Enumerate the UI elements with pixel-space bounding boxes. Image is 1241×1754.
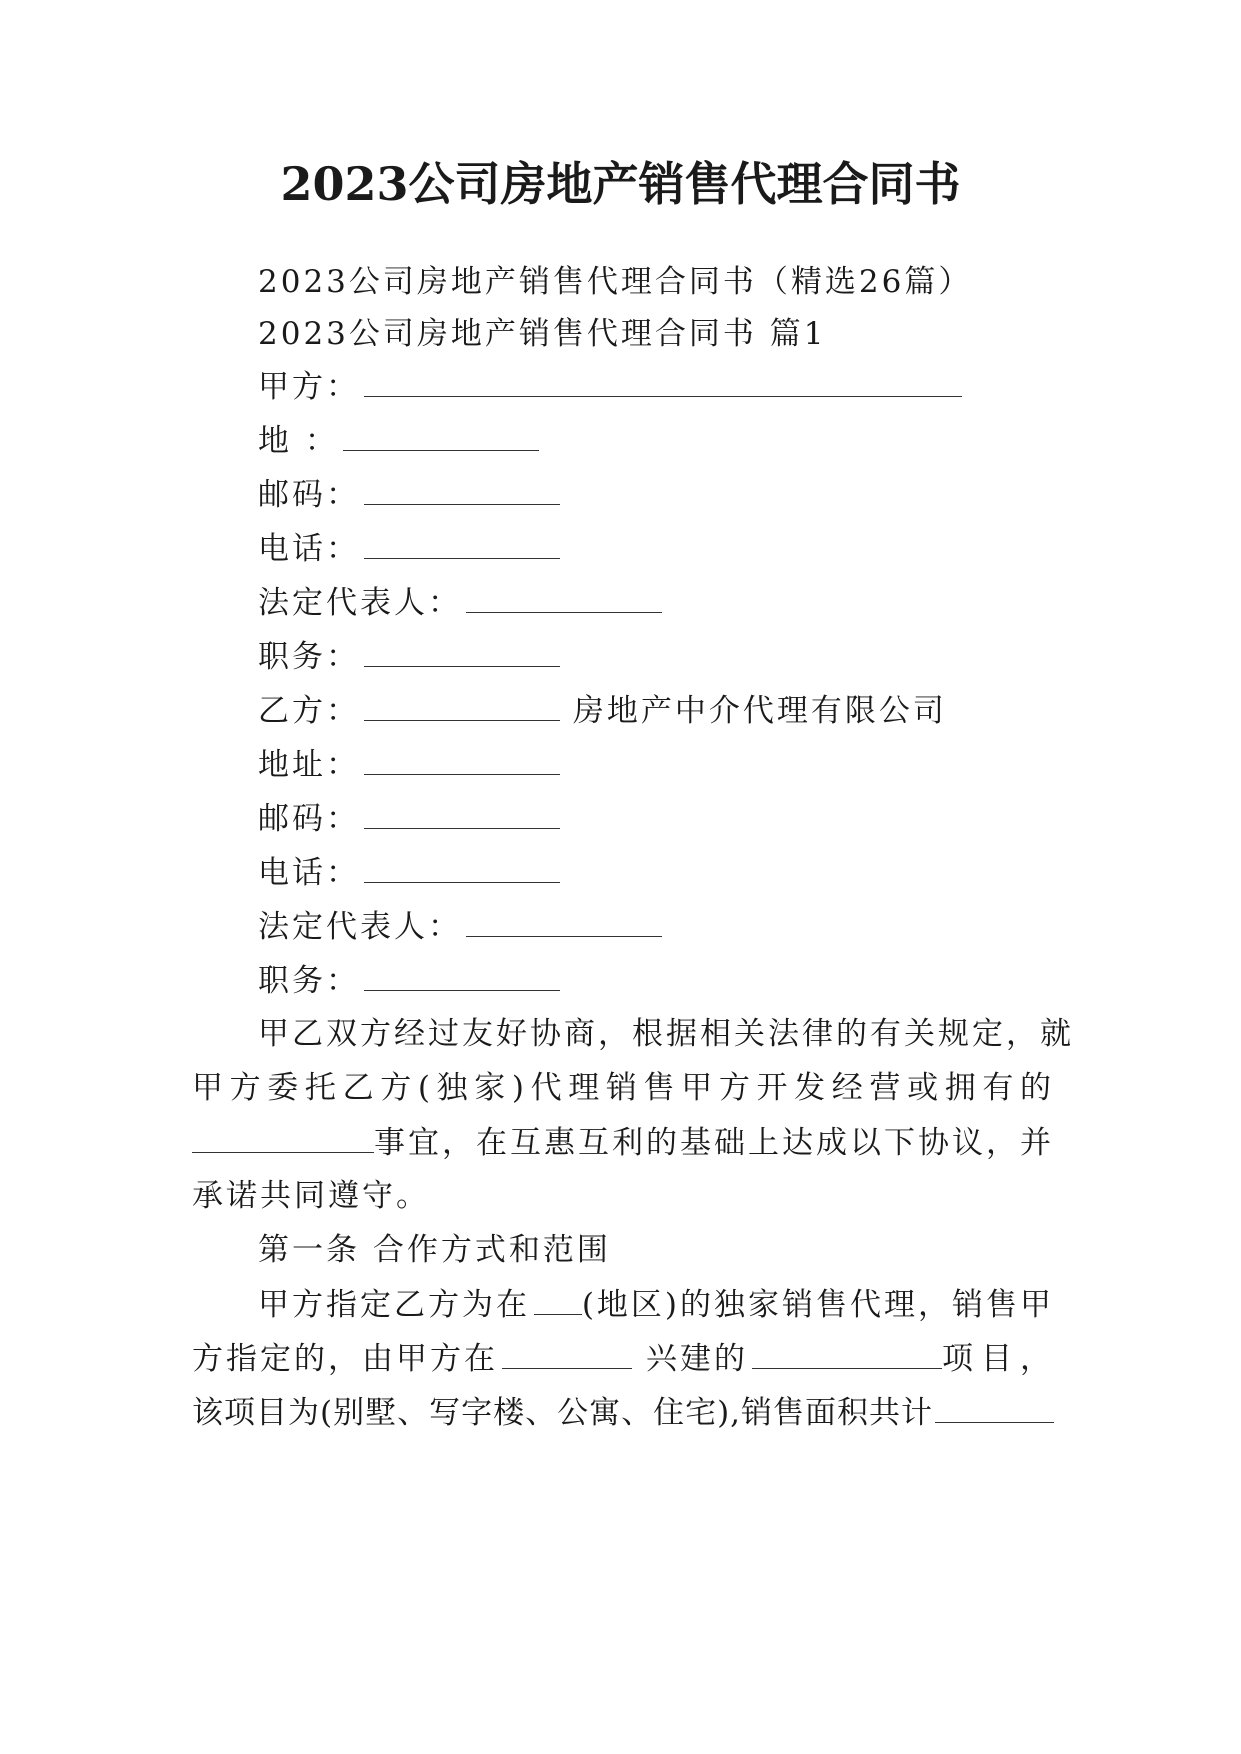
party-b-rep-label: 法定代表人： <box>258 909 462 945</box>
paragraph-1-line-3 <box>192 1122 1054 1163</box>
article-1-line-1 <box>258 1284 1054 1325</box>
project-name-blank <box>192 1122 374 1153</box>
party-b-rep-blank <box>466 906 662 937</box>
subtitle: 2023公司房地产销售代理合同书（精选26篇） <box>258 264 973 300</box>
party-b-zip-blank <box>364 798 560 829</box>
paragraph-1-line-2: 甲方委托乙方(独家)代理销售甲方开发经营或拥有的 <box>192 1070 1054 1106</box>
party-b-phone-blank <box>364 852 560 883</box>
party-a-address-label: 地 ： <box>258 423 339 459</box>
party-b-zip-row <box>258 798 560 839</box>
project-blank <box>752 1338 942 1369</box>
article-1-heading: 第一条 合作方式和范围 <box>258 1232 611 1268</box>
party-a-zip-row <box>258 474 560 515</box>
article-1-line-2-post: 项目， <box>942 1341 1054 1377</box>
paragraph-1-line-4: 承诺共同遵守。 <box>192 1178 430 1214</box>
region-blank <box>534 1284 582 1315</box>
party-a-rep-row <box>258 582 662 623</box>
party-a-name-blank <box>364 366 962 397</box>
party-a-zip-label: 邮码： <box>258 477 360 513</box>
party-a-title-row <box>258 636 560 677</box>
party-b-phone-label: 电话： <box>258 855 360 891</box>
party-a-name-row <box>258 366 962 407</box>
party-b-title-label: 职务： <box>258 963 360 999</box>
area-blank <box>935 1392 1054 1423</box>
party-a-phone-label: 电话： <box>258 531 360 567</box>
article-1-line-2 <box>192 1338 1054 1379</box>
party-b-phone-row <box>258 852 560 893</box>
party-b-address-blank <box>364 744 560 775</box>
party-a-address-row <box>258 420 539 461</box>
paragraph-1-line-3-text: 事宜，在互惠互利的基础上达成以下协议，并 <box>374 1125 1054 1161</box>
party-a-zip-blank <box>364 474 560 505</box>
party-a-name-label: 甲方： <box>258 369 360 405</box>
party-b-title-blank <box>364 960 560 991</box>
party-b-title-row <box>258 960 560 1001</box>
party-a-phone-blank <box>364 528 560 559</box>
party-b-company-suffix: 房地产中介代理有限公司 <box>572 693 947 729</box>
party-a-phone-row <box>258 528 560 569</box>
article-1-line-1-pre: 甲方指定乙方为在 <box>258 1287 530 1323</box>
article-1-line-3 <box>192 1392 1054 1433</box>
party-b-address-label: 地址： <box>258 747 360 783</box>
party-b-rep-row <box>258 906 662 947</box>
party-b-name-row <box>258 690 947 731</box>
location-blank <box>502 1338 632 1369</box>
party-a-rep-label: 法定代表人： <box>258 585 462 621</box>
party-b-address-row <box>258 744 560 785</box>
section-heading: 2023公司房地产销售代理合同书 篇1 <box>258 316 827 352</box>
party-a-rep-blank <box>466 582 662 613</box>
article-1-line-3-text: 该项目为(别墅、写字楼、公寓、住宅),销售面积共计 <box>192 1395 934 1431</box>
paragraph-1-line-1: 甲乙双方经过友好协商，根据相关法律的有关规定，就 <box>258 1016 1074 1052</box>
article-1-line-2-mid: 兴建的 <box>646 1341 748 1377</box>
party-b-name-label: 乙方： <box>258 693 360 729</box>
article-1-line-2-pre: 方指定的，由甲方在 <box>192 1341 498 1377</box>
party-a-title-blank <box>364 636 560 667</box>
party-a-address-blank <box>343 420 539 451</box>
document-title: 2023公司房地产销售代理合同书 <box>280 157 961 211</box>
party-a-title-label: 职务： <box>258 639 360 675</box>
party-b-name-blank <box>364 690 560 721</box>
article-1-line-1-post: (地区)的独家销售代理，销售甲 <box>581 1287 1054 1323</box>
party-b-zip-label: 邮码： <box>258 801 360 837</box>
